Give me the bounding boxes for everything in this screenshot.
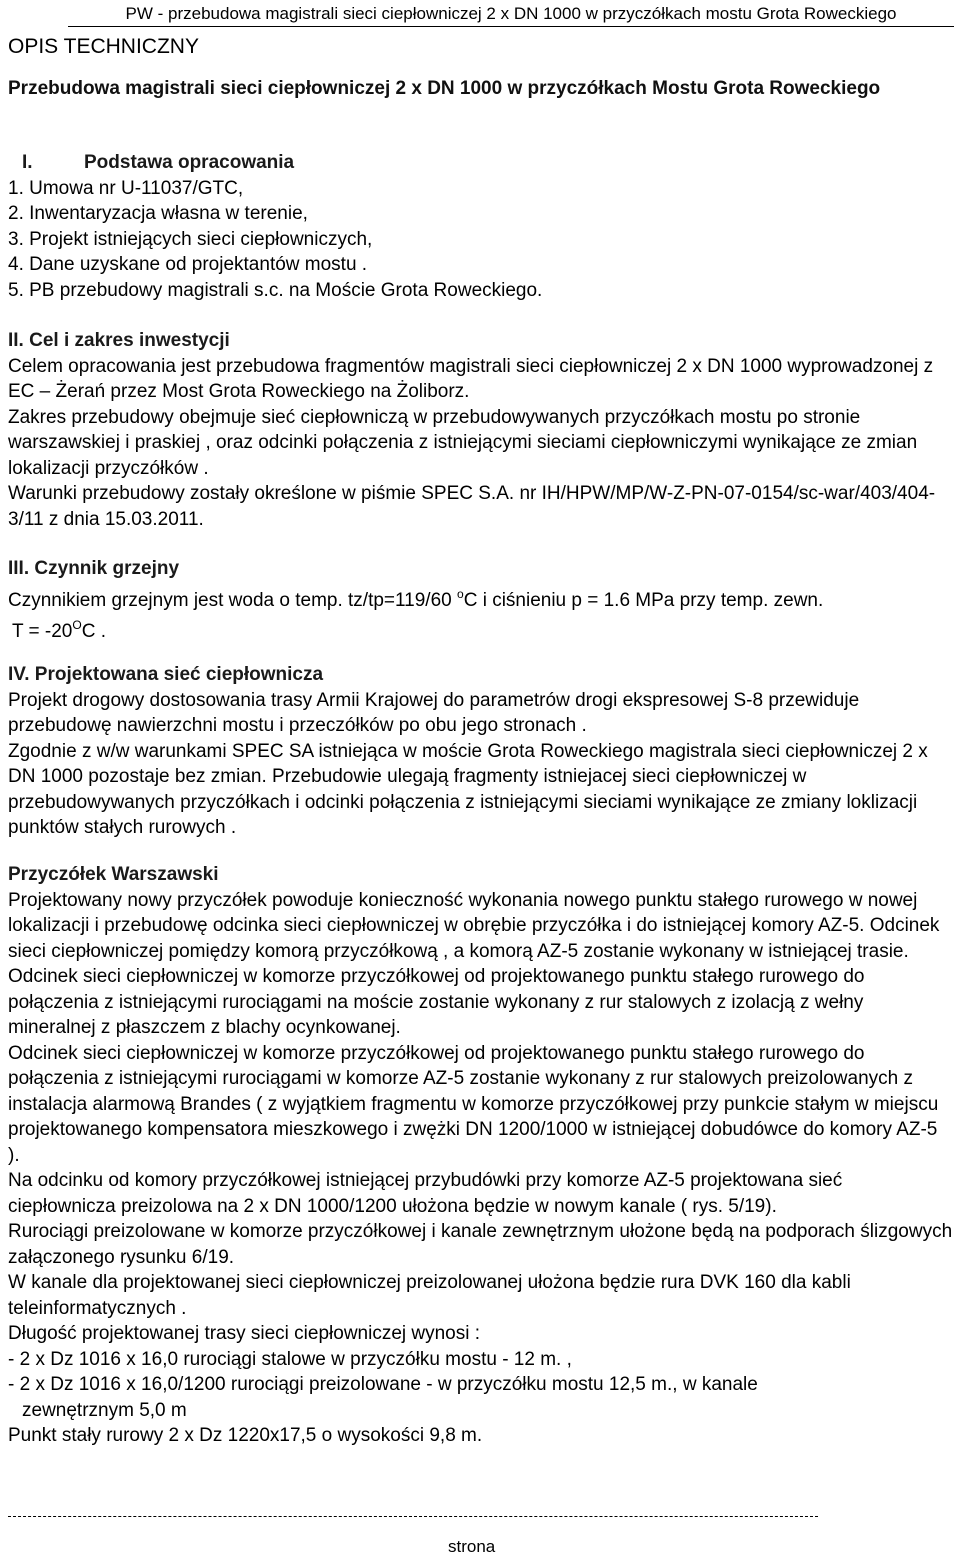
section-goal bbox=[8, 328, 953, 532]
section-number: III. bbox=[8, 558, 30, 579]
paragraph: Projektowany nowy przyczółek powoduje konieczność wykonania nowego punktu stałego rurowego w nowej lokalizacji i przebudowę odcinka sieci ciepłowniczej w obrębie przyczółka i do istniejącej komory AZ-5. Odcinek sieci ciepłowniczej pomiędzy komorą przyczółkową , a komorą AZ-5 zostanie wykonany w istniejącej trasie. bbox=[8, 889, 940, 962]
main-title: Przebudowa magistrali sieci ciepłowniczej 2 x DN 1000 w przyczółkach Mostu Grota Roweckiego bbox=[8, 78, 881, 99]
section-heading bbox=[8, 328, 953, 354]
list-item: - 2 x Dz 1016 x 16,0 rurociągi stalowe w przyczółku mostu - 12 m. , bbox=[8, 1348, 572, 1370]
paragraph: Celem opracowania jest przebudowa fragmentów magistrali sieci ciepłowniczej 2 x DN 1000 wyprowadzonej z EC – Żerań przez Most Grota Roweckiego na Żoliborz. bbox=[8, 355, 934, 402]
paragraph: Warunki przebudowy zostały określone w piśmie SPEC S.A. nr IH/HPW/MP/W-Z-PN-07-0154/sc-war/403/404-3/11 z dnia 15.03.2011. bbox=[8, 483, 936, 530]
paragraph: Punkt stały rurowy 2 x Dz 1220x17,5 o wysokości 9,8 m. bbox=[8, 1425, 483, 1446]
list-item: 5. PB przebudowy magistrali s.c. na Moście Grota Roweckiego. bbox=[8, 279, 543, 301]
text-run: Czynnikiem grzejnym jest woda o temp. tz/tp=119/60 bbox=[8, 589, 452, 611]
paragraph: Odcinek sieci ciepłowniczej w komorze przyczółkowej od projektowanego punktu stałego rurowego do połączenia z istniejącymi rurociągami w komorze AZ-5 zostanie wykonany z rur stalowych preizolowanych z instalacja alarmową Brandes ( z wyjątkiem fragmentu w komorze przyczółkowej przy punkcie stałym w miejscu projektowanego kompensatora mieszkowego i zwężki DN 1200/1000 w istniejącej dobudówce do komory AZ-5 ). bbox=[8, 1042, 939, 1166]
text-run: C . bbox=[81, 621, 107, 642]
list-item: 4. Dane uzyskane od projektantów mostu . bbox=[8, 254, 368, 275]
section-title: Podstawa opracowania bbox=[84, 152, 295, 173]
section-heading bbox=[8, 662, 953, 688]
section-heading bbox=[8, 150, 953, 176]
paragraph: Rurociągi preizolowane w komorze przyczółkowej i kanale zewnętrznym ułożone będą na podporach ślizgowych załączonego rysunku 6/19. bbox=[8, 1221, 953, 1268]
list-item: zewnętrznym 5,0 m bbox=[22, 1399, 187, 1421]
paragraph: Na odcinku od komory przyczółkowej istniejącej przybudówki przy komorze AZ-5 projektowana sieć ciepłownicza preizolowa na 2 x DN 1000/1200 ułożona będzie w nowym kanale ( rys. 5/19). bbox=[8, 1170, 843, 1217]
paragraph: Projekt drogowy dostosowania trasy Armii Krajowej do parametrów drogi ekspresowej S-8 przewiduje przebudowę nawierzchni mostu i przeczółków po obu jego stronach . bbox=[8, 689, 860, 736]
section-basis bbox=[8, 150, 953, 303]
list-item: 2. Inwentaryzacja własna w terenie, bbox=[8, 203, 308, 224]
text-run: T = -20 bbox=[12, 621, 73, 642]
section-title: Projektowana sieć ciepłownicza bbox=[34, 664, 324, 685]
section-designed-network bbox=[8, 662, 953, 841]
paragraph: Odcinek sieci ciepłowniczej w komorze przyczółkowej od projektowanego punktu stałego rurowego do połączenia z istniejącymi rurociągami na moście zostanie wykonany z rur stalowych z izolacją z wełny mineralnej z płaszczem z blachy ocynkowanej. bbox=[8, 966, 865, 1038]
section-number: IV. bbox=[8, 664, 30, 685]
paragraph: Zgodnie z w/w warunkami SPEC SA istniejąca w moście Grota Roweckiego magistrala sieci ciepłowniczej 2 x DN 1000 pozostaje bez zmian. Przebudowie ulegają fragmenty istniejacej sieci ciepłowniczej w przebudowywanych przyczółkach i odcinki połączenia z istniejącymi sieciami wynikające ze zmiany loklizacji punktów stałych rurowych . bbox=[8, 740, 928, 838]
section-warsaw-abutment bbox=[8, 862, 953, 1449]
section-title: Przyczółek Warszawski bbox=[8, 864, 219, 885]
list-item: - 2 x Dz 1016 x 16,0/1200 rurociągi preizolowane - w przyczółku mostu 12,5 m., w kanale bbox=[8, 1374, 758, 1395]
document-title: OPIS TECHNICZNY bbox=[8, 35, 199, 58]
section-heading bbox=[8, 556, 953, 582]
footer-divider bbox=[8, 1516, 818, 1517]
section-number: II. bbox=[8, 330, 24, 351]
section-title: Czynnik grzejny bbox=[34, 558, 180, 579]
list-item: 3. Projekt istniejących sieci ciepłowniczych, bbox=[8, 228, 373, 250]
superscript: O bbox=[72, 618, 82, 632]
section-number: I. bbox=[22, 152, 33, 173]
section-medium bbox=[8, 556, 953, 645]
section-title: Cel i zakres inwestycji bbox=[29, 330, 230, 351]
paragraph: Długość projektowanej trasy sieci ciepłowniczej wynosi : bbox=[8, 1323, 481, 1344]
paragraph bbox=[8, 582, 953, 614]
superscript: o bbox=[457, 586, 464, 601]
text-run: C i ciśnieniu p = 1.6 MPa przy temp. zewn. bbox=[463, 589, 824, 611]
running-header: PW - przebudowa magistrali sieci ciepłowniczej 2 x DN 1000 w przyczółkach mostu Grota Roweckiego bbox=[68, 4, 954, 27]
page-footer: strona bbox=[448, 1537, 496, 1556]
paragraph: W kanale dla projektowanej sieci ciepłowniczej preizolowanej ułożona będzie rura DVK 160 dla kabli teleinformatycznych . bbox=[8, 1272, 851, 1319]
list-item: 1. Umowa nr U-11037/GTC, bbox=[8, 177, 244, 199]
paragraph bbox=[8, 613, 953, 645]
paragraph: Zakres przebudowy obejmuje sieć ciepłowniczą w przebudowywanych przyczółkach mostu po stronie warszawskiej i praskiej , oraz odcinki połączenia z istniejącymi sieciami ciepłowniczymi wynikające ze zmian lokalizacji przyczółków . bbox=[8, 406, 918, 479]
